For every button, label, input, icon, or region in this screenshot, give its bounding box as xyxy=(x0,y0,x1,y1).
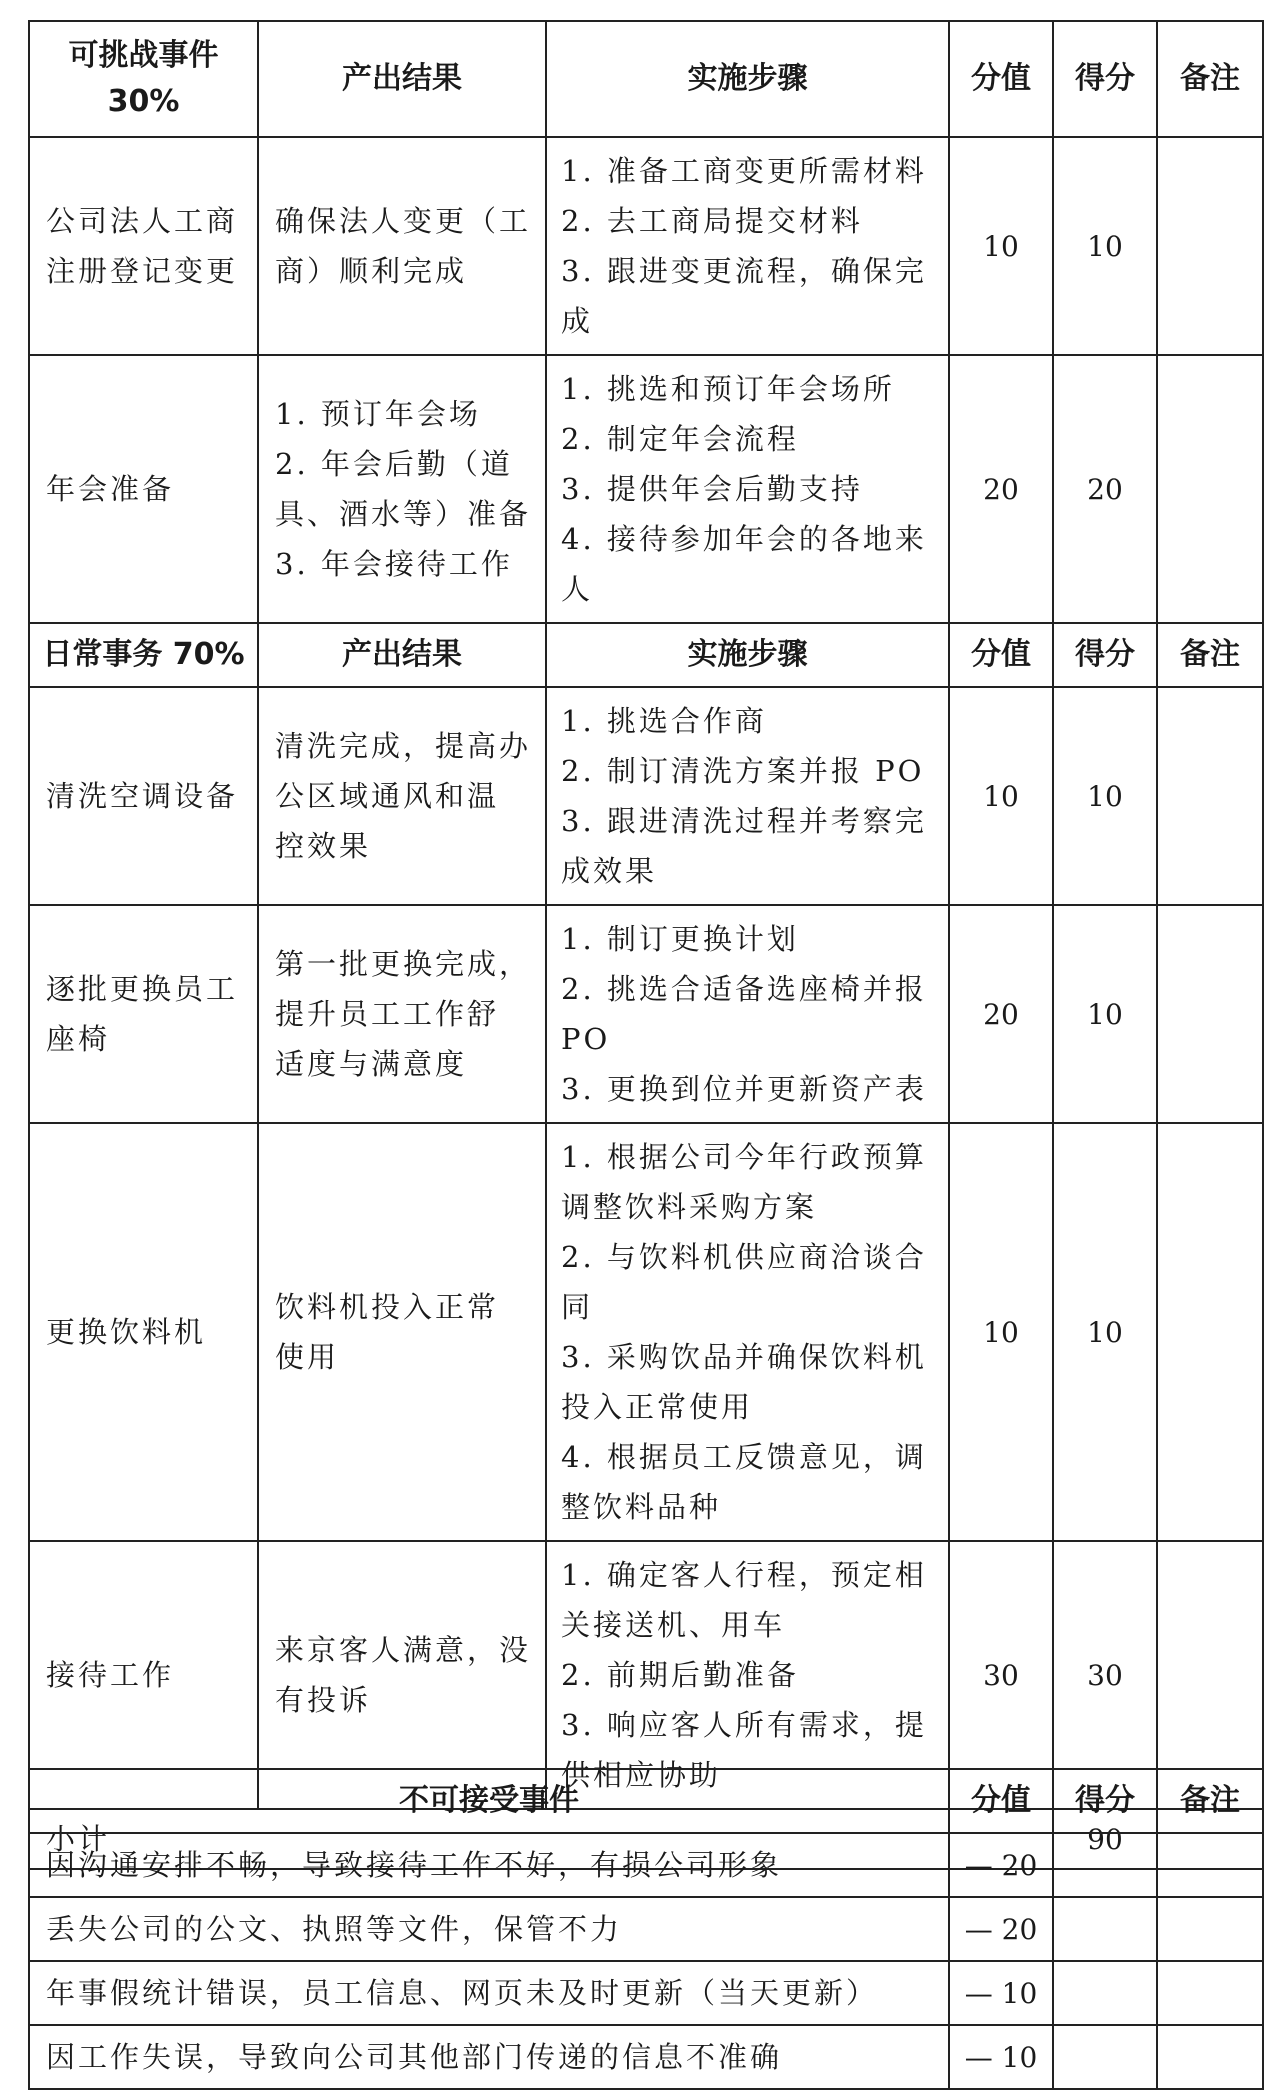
col-score: 得分 xyxy=(1053,21,1157,137)
event-cell: 公司法人工商 注册登记变更 xyxy=(29,137,258,355)
subtotal-score: 90 xyxy=(1053,1809,1157,1869)
note-cell xyxy=(1157,1961,1263,2025)
value-cell: 10 xyxy=(949,687,1053,905)
unacceptable-table xyxy=(28,1768,1264,2090)
subtotal-label: 小计 xyxy=(29,1809,949,1869)
table-row xyxy=(29,1833,1263,1897)
event-cell: 丢失公司的公文、执照等文件，保管不力 xyxy=(29,1897,949,1961)
event-cell: 因工作失误，导致向公司其他部门传递的信息不准确 xyxy=(29,2025,949,2089)
challenge-header: 可挑战事件 30% xyxy=(29,21,258,137)
col-output: 产出结果 xyxy=(258,623,546,687)
note-cell xyxy=(1157,1897,1263,1961)
steps-cell: 1. 准备工商变更所需材料 2. 去工商局提交材料 3. 跟进变更流程，确保完成 xyxy=(546,137,949,355)
col-steps: 实施步骤 xyxy=(546,21,949,137)
score-cell: 20 xyxy=(1053,355,1157,623)
score-cell xyxy=(1053,2025,1157,2089)
note-cell xyxy=(1157,355,1263,623)
note-cell xyxy=(1157,1123,1263,1541)
score-cell xyxy=(1053,1833,1157,1897)
output-cell: 饮料机投入正常 使用 xyxy=(258,1123,546,1541)
table-row xyxy=(29,687,1263,905)
value-cell: — 20 xyxy=(949,1897,1053,1961)
table-row xyxy=(29,355,1263,623)
event-cell: 因沟通安排不畅，导致接待工作不好，有损公司形象 xyxy=(29,1833,949,1897)
event-cell: 清洗空调设备 xyxy=(29,687,258,905)
steps-cell: 1. 确定客人行程，预定相 关接送机、用车 2. 前期后勤准备 3. 响应客人所有需求，提 供相应协助 xyxy=(546,1541,949,1809)
event-cell: 逐批更换员工 座椅 xyxy=(29,905,258,1123)
col-value: 分值 xyxy=(949,1769,1053,1833)
challenge-header-row xyxy=(29,21,1263,137)
value-cell: — 10 xyxy=(949,2025,1053,2089)
value-cell: 30 xyxy=(949,1541,1053,1809)
steps-cell: 1. 制订更换计划 2. 挑选合适备选座椅并报 PO 3. 更换到位并更新资产表 xyxy=(546,905,949,1123)
event-cell: 年会准备 xyxy=(29,355,258,623)
col-value: 分值 xyxy=(949,623,1053,687)
col-note: 备注 xyxy=(1157,1769,1263,1833)
score-cell: 30 xyxy=(1053,1541,1157,1809)
output-cell: 清洗完成，提高办 公区域通风和温 控效果 xyxy=(258,687,546,905)
unacceptable-header: 不可接受事件 xyxy=(29,1769,949,1833)
steps-cell: 1. 根据公司今年行政预算 调整饮料采购方案 2. 与饮料机供应商洽谈合同 3. 采购饮品并确保饮料机 投入正常使用 4. 根据员工反馈意见，调 整饮料品种 xyxy=(546,1123,949,1541)
note-cell xyxy=(1157,1833,1263,1897)
score-cell xyxy=(1053,1961,1157,2025)
output-cell: 来京客人满意，没 有投诉 xyxy=(258,1541,546,1809)
event-cell: 更换饮料机 xyxy=(29,1123,258,1541)
table-row xyxy=(29,1897,1263,1961)
output-cell: 确保法人变更（工 商）顺利完成 xyxy=(258,137,546,355)
value-cell: 20 xyxy=(949,905,1053,1123)
value-cell: — 10 xyxy=(949,1961,1053,2025)
value-cell: 20 xyxy=(949,355,1053,623)
col-score: 得分 xyxy=(1053,623,1157,687)
value-cell: 10 xyxy=(949,1123,1053,1541)
col-steps: 实施步骤 xyxy=(546,623,949,687)
note-cell xyxy=(1157,905,1263,1123)
col-value: 分值 xyxy=(949,21,1053,137)
performance-table xyxy=(28,20,1264,1870)
daily-header: 日常事务 70% xyxy=(29,623,258,687)
unacceptable-header-row xyxy=(29,1769,1263,1833)
value-cell: 10 xyxy=(949,137,1053,355)
col-note: 备注 xyxy=(1157,623,1263,687)
table-row xyxy=(29,1961,1263,2025)
col-score: 得分 xyxy=(1053,1769,1157,1833)
table-row xyxy=(29,905,1263,1123)
steps-cell: 1. 挑选和预订年会场所 2. 制定年会流程 3. 提供年会后勤支持 4. 接待参加年会的各地来 人 xyxy=(546,355,949,623)
daily-header-row xyxy=(29,623,1263,687)
table-row xyxy=(29,137,1263,355)
col-output: 产出结果 xyxy=(258,21,546,137)
score-cell: 10 xyxy=(1053,905,1157,1123)
table-row xyxy=(29,1123,1263,1541)
steps-cell: 1. 挑选合作商 2. 制订清洗方案并报 PO 3. 跟进清洗过程并考察完 成效果 xyxy=(546,687,949,905)
output-cell: 1. 预订年会场 2. 年会后勤（道 具、酒水等）准备 3. 年会接待工作 xyxy=(258,355,546,623)
table-row xyxy=(29,2025,1263,2089)
note-cell xyxy=(1157,2025,1263,2089)
output-cell: 第一批更换完成， 提升员工工作舒 适度与满意度 xyxy=(258,905,546,1123)
value-cell: — 20 xyxy=(949,1833,1053,1897)
score-cell: 10 xyxy=(1053,687,1157,905)
event-cell: 年事假统计错误，员工信息、网页未及时更新（当天更新） xyxy=(29,1961,949,2025)
note-cell xyxy=(1157,137,1263,355)
event-cell: 接待工作 xyxy=(29,1541,258,1809)
col-note: 备注 xyxy=(1157,21,1263,137)
note-cell xyxy=(1157,687,1263,905)
score-cell: 10 xyxy=(1053,137,1157,355)
score-cell: 10 xyxy=(1053,1123,1157,1541)
score-cell xyxy=(1053,1897,1157,1961)
